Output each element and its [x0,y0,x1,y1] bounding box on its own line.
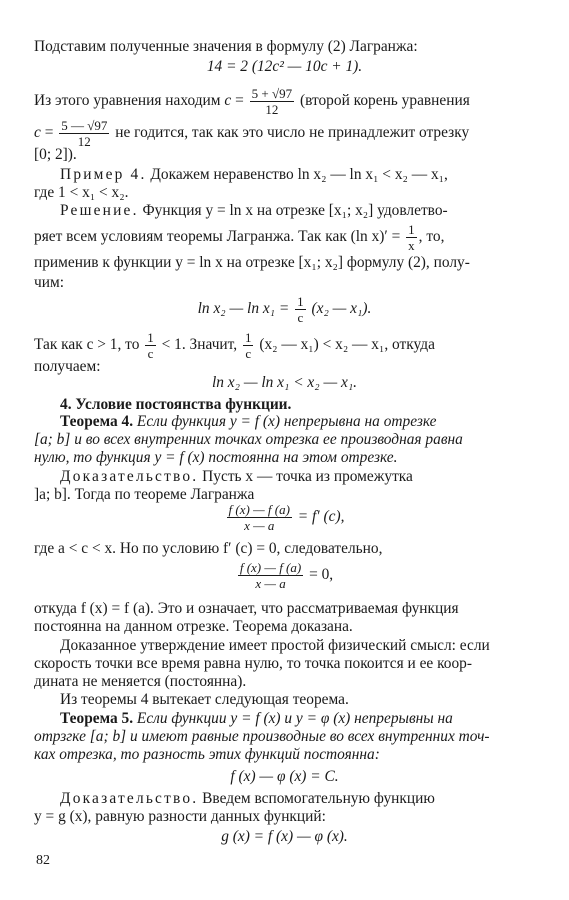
theorem-line: [a; b] и во всех внутренних точках отрезка ее производная равна [34,431,463,448]
text-line: [0; 2]). [34,146,77,163]
section-heading: 4. Условие постоянства функции. [60,396,292,413]
example-line: Пример 4. Докажем неравенство ln x₂ — ln x₁ < x₂ — x₁, [60,166,448,183]
text-line: y = g (x), равную разности данных функций: [34,808,326,825]
text-line: Из этого уравнения находим c = $\frac{5 + √97}{12}$ (второй корень уравнения [34,86,470,117]
equation: 14 = 2 (12c² — 10c + 1). [206,58,363,75]
text-line: скорость точки все время равна нулю, то точка покоится и ее коор- [34,655,472,672]
text-line: где 1 < x₁ < x₂. [34,184,129,201]
text-line: Так как c > 1, то $\frac{1}{c}$ < 1. Значит, $\frac{1}{c}$ (x₂ — x₁) < x₂ — x₁, откуда [34,330,435,361]
theorem-line: нулю, то функция y = f (x) постоянна на этом отрезке. [34,449,398,466]
fraction: $\frac{1}{x}$ [408,222,415,253]
text-line: применив к функции y = ln x на отрезке [x₁; x₂] формулу (2), полу- [34,254,470,271]
equation: $\frac{f (x) — f (a)}{x — a}$ = 0, [239,560,334,591]
fraction: $\frac{5 + √97}{12}$ [251,86,293,117]
theorem-line: отрзгке [a; b] и имеют равные производные во всех внутренних точ- [34,728,490,745]
text-line: получаем: [34,358,101,375]
equation: g (x) = f (x) — φ (x). [221,828,348,845]
text-line: Доказанное утверждение имеет простой физический смысл: если [60,637,490,654]
equation: $\frac{f (x) — f (a)}{x — a}$ = f′ (c), [228,502,345,533]
text-line: c = $\frac{5 — √97}{12}$ не годится, так как это число не принадлежит отрезку [34,118,470,149]
text-line: ряет всем условиям теоремы Лагранжа. Так как (ln x)′ = $\frac{1}{x}$ , то, [34,222,445,253]
fraction: $\frac{1}{c}$ [244,330,252,361]
fraction: $\frac{f (x) — f (a)}{x — a}$ [239,560,302,591]
equation: ln x₂ — ln x₁ < x₂ — x₁. [211,374,358,391]
solution-line: Решение. Функция y = ln x на отрезке [x₁; x₂] удовлетво- [60,202,448,219]
text-line: ]a; b]. Тогда по теореме Лагранжа [34,486,255,503]
theorem-line: Теорема 5. Если функции y = f (x) и y = φ (x) непрерывны на [60,710,453,727]
text-line: чим: [34,274,64,291]
fraction: $\frac{1}{c}$ [297,294,304,325]
equation: ln x₂ — ln x₁ = $\frac{1}{c}$ (x₂ — x₁). [197,294,372,325]
theorem-line: ках отрезка, то разность этих функций постоянна: [34,746,380,763]
fraction: $\frac{5 — √97}{12}$ [61,118,108,149]
equation: f (x) — φ (x) = C. [230,768,339,785]
proof-line: Доказательство. Пусть x — точка из промежутка [60,468,413,485]
fraction: $\frac{f (x) — f (a)}{x — a}$ [228,502,290,533]
page-number: 82 [36,853,50,868]
fraction: $\frac{1}{c}$ [147,330,154,361]
text-line: постоянна на данном отрезке. Теорема доказана. [34,618,353,635]
text-line: откуда f (x) = f (a). Это и означает, что рассматриваемая функция [34,600,459,617]
theorem-line: Теорема 4. Если функция y = f (x) непрерывна на отрезке [60,413,437,430]
proof-line: Доказательство. Введем вспомогательную функцию [60,790,435,807]
text-line: Подставим полученные значения в формулу (2) Лагранжа: [34,38,418,55]
text-line: Из теоремы 4 вытекает следующая теорема. [60,691,349,708]
text-line: дината не меняется (постоянна). [34,673,247,690]
text-line: где a < c < x. Но по условию f′ (c) = 0, следовательно, [34,540,383,557]
